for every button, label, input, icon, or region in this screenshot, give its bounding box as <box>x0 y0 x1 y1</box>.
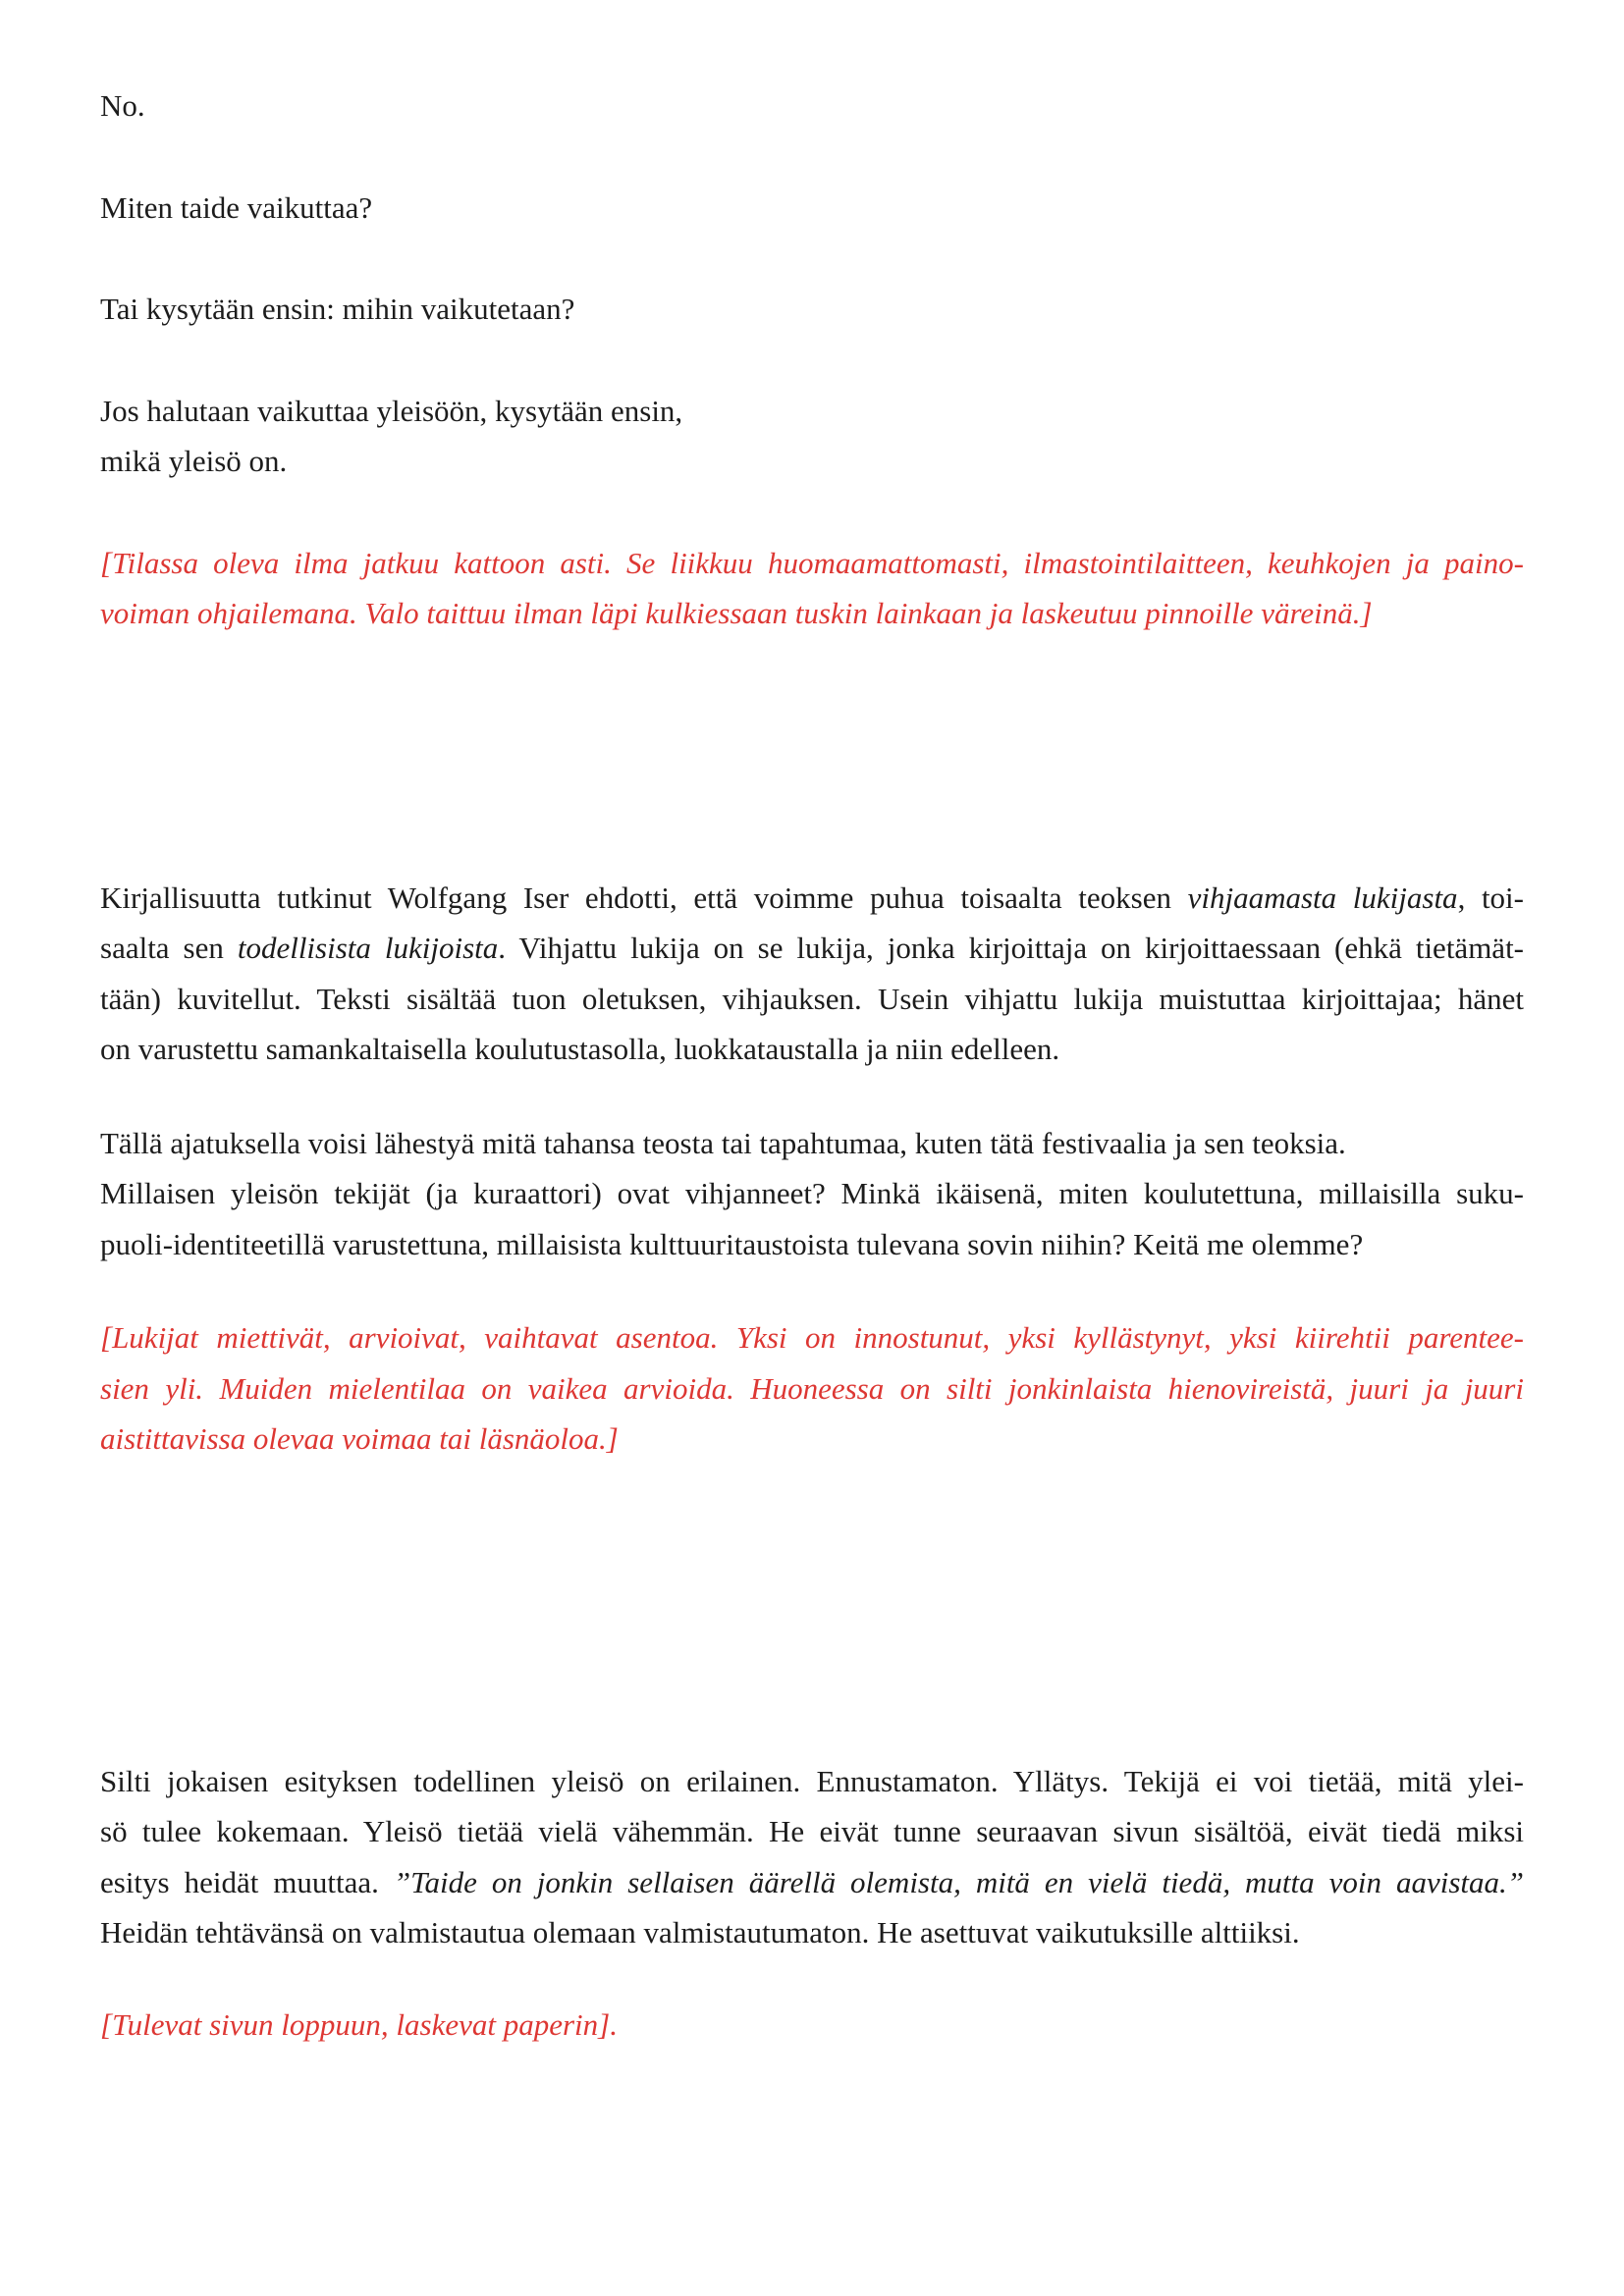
stage-direction-1 <box>100 538 1524 639</box>
body-paragraph-3 <box>100 1756 1524 1958</box>
text-line: on varustettu samankaltaisella koulutustasolla, luokkataustalla ja niin edelleen. <box>100 1032 1060 1066</box>
text-line: Millaisen yleisön tekijät (ja kuraattori) ovat vihjanneet? Minkä ikäisenä, miten koulutettuna, millaisilla suku- <box>100 1176 1524 1210</box>
text-segment: saalta sen <box>100 931 238 965</box>
text-line <box>100 1857 1524 1908</box>
stage-direction-2 <box>100 1312 1524 1465</box>
italic-term: vihjaamasta lukijasta <box>1187 880 1458 915</box>
text-line: Tai kysytään ensin: mihin vaikutetaan? <box>100 292 575 326</box>
text-line: aistittavissa olevaa voimaa tai läsnäoloa.] <box>100 1421 619 1456</box>
text-line <box>100 873 1524 924</box>
text-line: Miten taide vaikuttaa? <box>100 189 373 225</box>
text-line: Silti jokaisen esityksen todellinen yleisö on erilainen. Ennustamaton. Yllätys. Tekijä ei voi tietää, mitä ylei- <box>100 1763 1524 1798</box>
text-line: tään) kuvitellut. Teksti sisältää tuon oletuksen, vihjauksen. Usein vihjattu lukija muistuttaa kirjoittajaa; hänet <box>100 981 1524 1016</box>
question-line-2 <box>100 284 1524 335</box>
text-line: mikä yleisö on. <box>100 444 288 478</box>
body-paragraph-1 <box>100 873 1524 1075</box>
text-line: sien yli. Muiden mielentilaa on vaikea arvioida. Huoneessa on silti jonkinlaista hienovireistä, juuri ja juuri <box>100 1370 1524 1406</box>
text-line: voiman ohjailemana. Valo taittuu ilman läpi kulkiessaan tuskin lainkaan ja laskeutuu pinnoille väreinä.] <box>100 596 1373 630</box>
intro-line-no <box>100 80 1524 132</box>
text-line: [Tulevat sivun loppuun, laskevat paperin]. <box>100 2006 618 2042</box>
intro-paragraph <box>100 386 1524 487</box>
text-line <box>100 923 1524 974</box>
text-line: Tällä ajatuksella voisi lähestyä mitä tahansa teosta tai tapahtumaa, kuten tätä festivaalia ja sen teoksia. <box>100 1125 1346 1160</box>
italic-quote: ”Taide on jonkin sellaisen äärellä olemista, mitä en vielä tiedä, mutta voin aavistaa.” <box>393 1864 1524 1899</box>
text-line: No. <box>100 88 145 123</box>
question-line-1 <box>100 183 1524 234</box>
text-line: Heidän tehtävänsä on valmistautua olemaan valmistautumaton. He asettuvat vaikutuksille alttiiksi. <box>100 1915 1300 1949</box>
text-line: [Tilassa oleva ilma jatkuu kattoon asti. Se liikkuu huomaamattomasti, ilmastointilaitteen, keuhkojen ja paino- <box>100 545 1524 580</box>
text-segment: esitys heidät muuttaa. <box>100 1864 394 1899</box>
text-segment: Kirjallisuutta tutkinut Wolfgang Iser ehdotti, että voimme puhua toisaalta teoksen <box>100 880 1188 915</box>
text-line: Jos halutaan vaikuttaa yleisöön, kysytään ensin, <box>100 393 683 428</box>
stage-direction-3 <box>100 2000 1524 2051</box>
text-line: sö tulee kokemaan. Yleisö tietää vielä vähemmän. He eivät tunne seuraavan sivun sisältöä, eivät tiedä miksi <box>100 1814 1524 1848</box>
body-paragraph-2 <box>100 1118 1524 1270</box>
text-line: puoli-identiteetillä varustettuna, millaisista kulttuuritaustoista tulevana sovin niihin? Keitä me olemme? <box>100 1226 1364 1261</box>
text-segment: . Vihjattu lukija on se lukija, jonka kirjoittaja on kirjoittaessaan (ehkä tietämät- <box>498 931 1525 965</box>
italic-term: todellisista lukijoista <box>237 931 499 965</box>
text-segment: , toi- <box>1457 880 1524 915</box>
text-line: [Lukijat miettivät, arvioivat, vaihtavat asentoa. Yksi on innostunut, yksi kyllästynyt, yksi kiirehtii parentee- <box>100 1320 1524 1355</box>
